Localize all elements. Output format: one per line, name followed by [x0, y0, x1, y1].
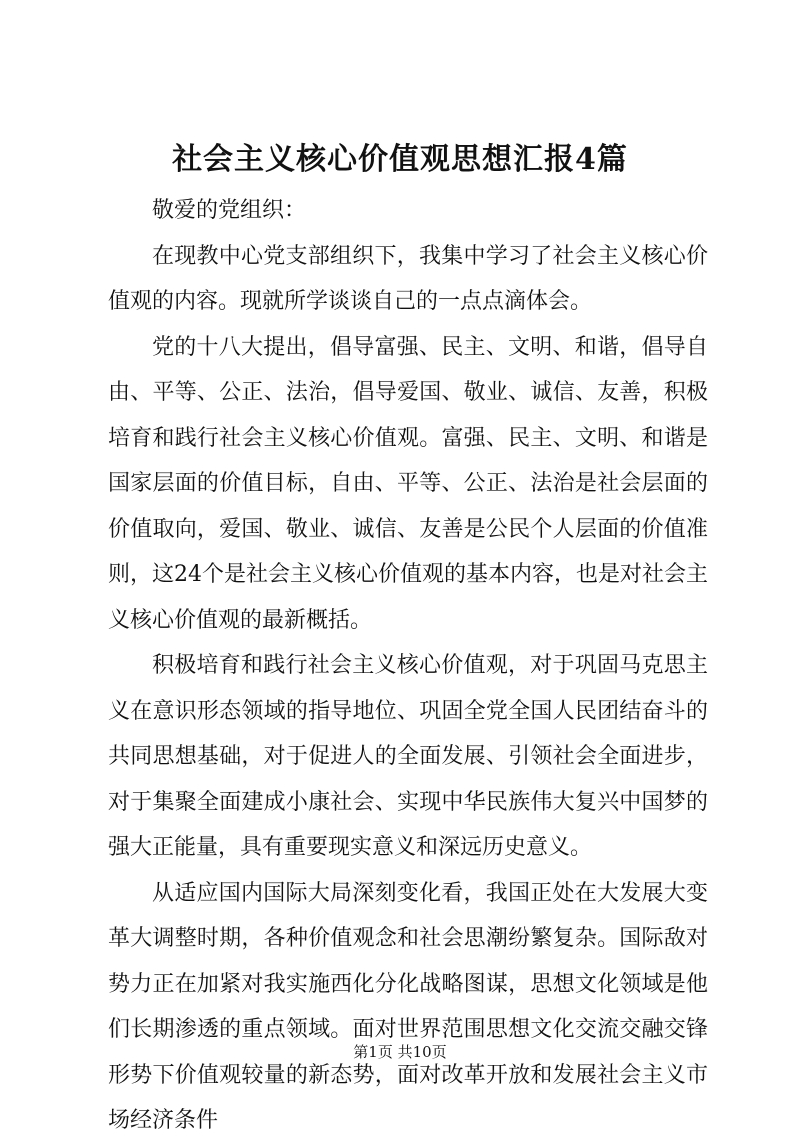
body-paragraph-2: 党的十八大提出，倡导富强、民主、文明、和谐，倡导自由、平等、公正、法治，倡导爱国、敬业、诚信、友善，积极培育和践行社会主义核心价值观。富强、民主、文明、和谐是国家层面的价值目标，自由、平等、公正、法治是社会层面的价值取向，爱国、敬业、诚信、友善是公民个人层面的价值准则，这24个是社会主义核心价值观的基本内容，也是对社会主义核心价值观的最新概括。: [108, 334, 708, 633]
page-number-footer: 第1页 共10页: [353, 1043, 447, 1061]
salutation-paragraph: 敬爱的党组织：: [152, 198, 307, 223]
document-body: [108, 188, 708, 1144]
body-paragraph-1: 在现教中心党支部组织下，我集中学习了社会主义核心价值观的内容。现就所学谈谈自己的一点点滴体会。: [108, 243, 708, 314]
document-title: 社会主义核心价值观思想汇报4篇: [172, 142, 628, 177]
body-paragraph-3: 积极培育和践行社会主义核心价值观，对于巩固马克思主义在意识形态领域的指导地位、巩固全党全国人民团结奋斗的共同思想基础，对于促进人的全面发展、引领社会全面进步，对于集聚全面建成小康社会、实现中华民族伟大复兴中国梦的强大正能量，具有重要现实意义和深远历史意义。: [108, 653, 708, 860]
body-paragraph-4: 从适应国内国际大局深刻变化看，我国正处在大发展大变革大调整时期，各种价值观念和社会思潮纷繁复杂。国际敌对势力正在加紧对我实施西化分化战略图谋，思想文化领域是他们长期渗透的重点领域。面对世界范围思想文化交流交融交锋形势下价值观较量的新态势，面对改革开放和发展社会主义市场经济条件: [108, 880, 708, 1133]
